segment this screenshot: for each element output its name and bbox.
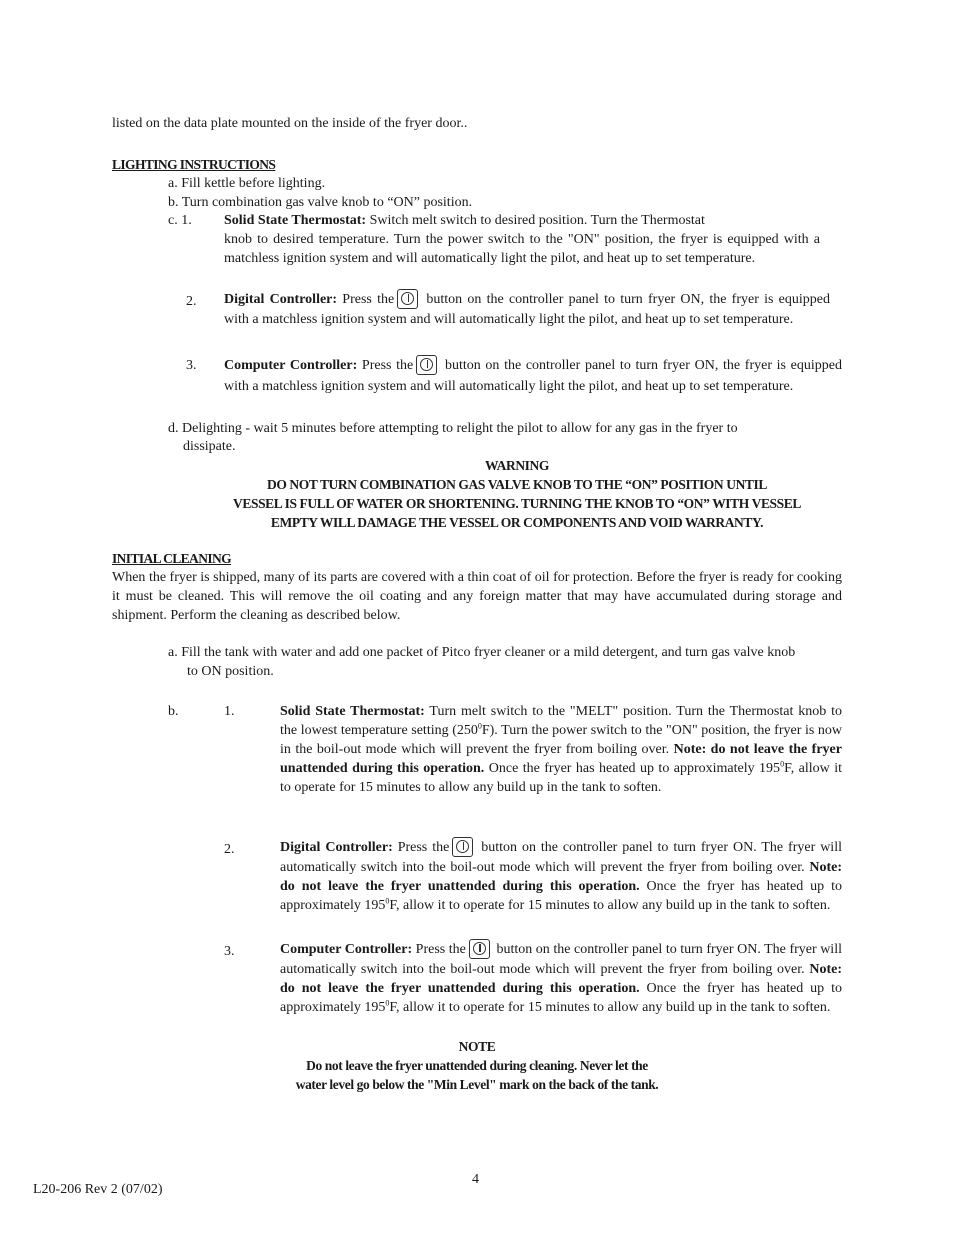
lighting-step-d: d. Delighting - wait 5 minutes before attempting to relight the pilot to allow for any gas in the fryer to [168, 421, 738, 436]
cleaning-b1-number: 1. [224, 704, 235, 719]
cleaning-b2-pre: Press the [392, 840, 450, 856]
lighting-c3-text: button on the controller panel to turn fryer ON, the fryer is equipped with a matchless ignition system and will automatically light the pilot, and heat up to set temperature. [224, 358, 842, 394]
warning-block [112, 456, 922, 532]
note-block [112, 1037, 842, 1094]
cleaning-b3-text-b: Once the fryer has heated up to approximately 195 [280, 981, 842, 1015]
cleaning-heading: INITIAL CLEANING [112, 551, 232, 566]
lighting-c1-line1: Switch melt switch to desired position. Turn the Thermostat [366, 213, 705, 228]
lighting-c2-title: Digital Controller: [224, 292, 338, 308]
cleaning-step-a: a. Fill the tank with water and add one packet of Pitco fryer cleaner or a mild detergent, and turn gas valve knob [168, 645, 796, 660]
lighting-c2-body [224, 290, 830, 330]
degree-mark: 0 [385, 998, 390, 1008]
lighting-c2-number: 2. [186, 294, 197, 309]
power-button-icon [469, 939, 490, 959]
cleaning-b1-text-b: F). Turn the power switch to the "ON" position, the fryer is now in the boil-out mode which will prevent the fryer from boiling over. [280, 723, 842, 757]
cleaning-intro: When the fryer is shipped, many of its parts are covered with a thin coat of oil for protection. Before the fryer is ready for cooking it must be cleaned. This will remove the oil coating and any foreign matter that may have accumulated during storage and shipment. Perform the cleaning as described below. [112, 570, 842, 623]
lighting-c1-first [224, 211, 705, 230]
lighting-step-a: a. Fill kettle before lighting. [168, 176, 326, 191]
cleaning-b2-text-c: F, allow it to operate for 15 minutes to allow any build up in the tank to soften. [389, 898, 831, 913]
doc-code: L20-206 Rev 2 (07/02) [33, 1182, 163, 1197]
degree-mark: 0 [385, 896, 390, 906]
lighting-c3-title: Computer Controller: [224, 358, 358, 373]
warning-line-3: EMPTY WILL DAMAGE THE VESSEL OR COMPONENTS AND VOID WARRANTY. [270, 515, 764, 530]
lighting-step-b: b. Turn combination gas valve knob to “ON” position. [168, 195, 473, 210]
cleaning-b3-text-c: F, allow it to operate for 15 minutes to allow any build up in the tank to soften. [389, 1000, 831, 1015]
cleaning-b1-text-a: Turn melt switch to the "MELT" position. Turn the Thermostat knob to the lowest temperature setting (250 [280, 704, 842, 738]
cleaning-b2-text-b: Once the fryer has heated up to approximately 195 [280, 879, 842, 913]
cleaning-b1-text-d: F, allow it to operate for 15 minutes to allow any build up in the tank to soften. [280, 761, 842, 795]
cleaning-step-b-label: b. [168, 704, 179, 719]
lighting-c3-pre: Press the [357, 358, 414, 373]
cleaning-b1-title: Solid State Thermostat: [280, 704, 425, 719]
lighting-step-c-label: c. 1. [168, 213, 192, 228]
lighting-c2-text: button on the controller panel to turn fryer ON, the fryer is equipped with a matchless ignition system and will automatically light the pilot, and heat up to set temperature. [224, 292, 830, 328]
cleaning-b1-text-c: Once the fryer has heated up to approximately 195 [484, 761, 781, 776]
cleaning-step-a-cont: to ON position. [187, 664, 274, 679]
power-button-icon [397, 289, 418, 309]
lighting-c3-number: 3. [186, 358, 197, 373]
degree-mark: 0 [780, 759, 785, 769]
power-button-icon [452, 837, 473, 857]
cleaning-b2-note: Note: do not leave the fryer unattended during this operation. [280, 860, 842, 894]
cleaning-b1-body [280, 702, 842, 797]
power-button-icon [416, 355, 437, 375]
note-line-2: water level go below the "Min Level" mark on the back of the tank. [295, 1077, 659, 1092]
cleaning-b3-number: 3. [224, 944, 235, 959]
cleaning-b3-body [280, 940, 842, 1017]
degree-mark: 0 [477, 721, 482, 731]
warning-line-1: DO NOT TURN COMBINATION GAS VALVE KNOB TO THE “ON” POSITION UNTIL [266, 477, 767, 492]
intro-line: listed on the data plate mounted on the inside of the fryer door.. [112, 116, 468, 131]
lighting-c2-pre: Press the [337, 292, 395, 308]
warning-title: WARNING [485, 458, 549, 473]
lighting-c3-body [224, 355, 842, 397]
cleaning-b1-note: Note: do not leave the fryer unattended during this operation. [280, 742, 842, 776]
warning-line-2: VESSEL IS FULL OF WATER OR SHORTENING. TURNING THE KNOB TO “ON” WITH VESSEL [233, 496, 801, 511]
lighting-heading: LIGHTING INSTRUCTIONS [112, 157, 276, 172]
cleaning-b3-title: Computer Controller: [280, 942, 413, 958]
lighting-c1-title: Solid State Thermostat: [224, 213, 367, 228]
note-title: NOTE [458, 1039, 496, 1054]
cleaning-b3-note: Note: do not leave the fryer unattended during this operation. [280, 962, 842, 996]
lighting-step-d-cont: dissipate. [183, 439, 236, 454]
cleaning-b2-title: Digital Controller: [280, 840, 393, 856]
note-line-1: Do not leave the fryer unattended during cleaning. Never let the [306, 1058, 648, 1073]
cleaning-b2-body [280, 838, 842, 915]
cleaning-b2-text-a: button on the controller panel to turn fryer ON. The fryer will automatically switch into the boil-out mode which will prevent the fryer from boiling over. [280, 840, 842, 875]
page-number: 4 [472, 1172, 479, 1187]
cleaning-b3-pre: Press the [412, 942, 466, 958]
cleaning-b3-text-a: button on the controller panel to turn fryer ON. The fryer will automatically switch into the boil-out mode which will prevent the fryer from boiling over. [280, 942, 842, 977]
cleaning-b2-number: 2. [224, 842, 235, 857]
lighting-c1-body: knob to desired temperature. Turn the power switch to the "ON" position, the fryer is equipped with a matchless ignition system and will automatically light the pilot, and heat up to set temperature. [224, 232, 820, 266]
